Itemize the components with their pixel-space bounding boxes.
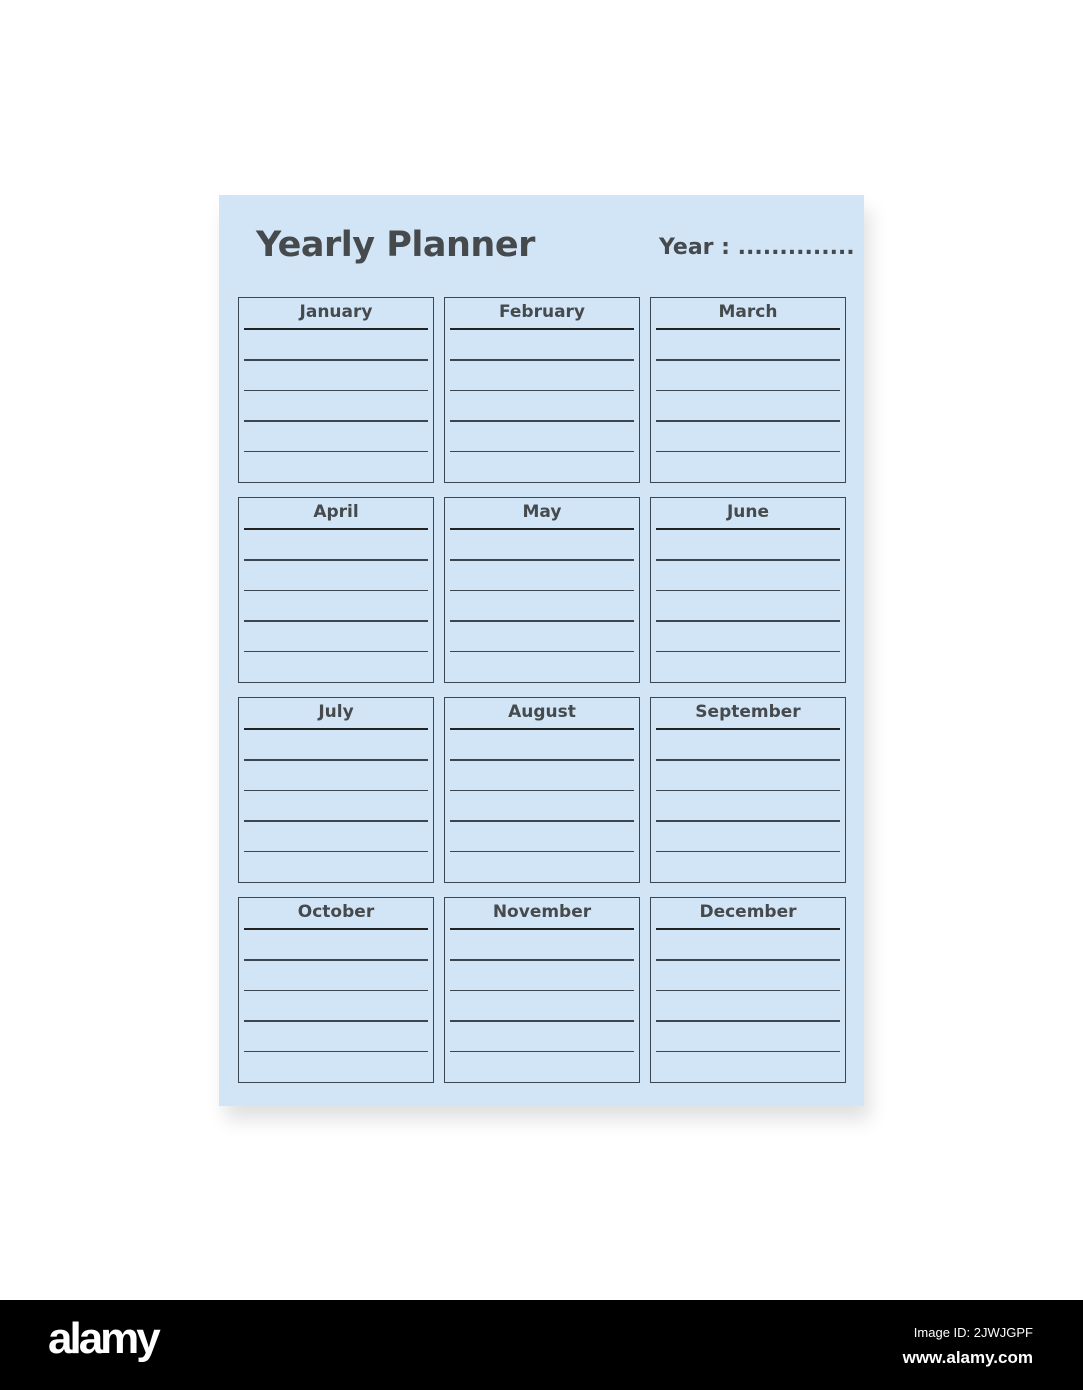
writing-line[interactable]: [450, 390, 634, 392]
month-header-rule: [656, 328, 840, 330]
month-label: August: [508, 702, 576, 722]
month-box-december: [650, 897, 846, 1083]
month-label: January: [299, 302, 373, 322]
footer-bar: [0, 1300, 1083, 1390]
month-box-january: [238, 297, 434, 483]
writing-line[interactable]: [656, 451, 840, 453]
month-box-october: [238, 897, 434, 1083]
month-box-july: [238, 697, 434, 883]
writing-line[interactable]: [244, 359, 428, 361]
month-box-september: [650, 697, 846, 883]
month-box-may: [444, 497, 640, 683]
writing-line[interactable]: [244, 651, 428, 653]
month-box-march: [650, 297, 846, 483]
month-label: October: [297, 902, 375, 922]
month-box-august: [444, 697, 640, 883]
alamy-logo: alamy: [48, 1314, 158, 1363]
month-box-june: [650, 497, 846, 683]
page-title: Yearly Planner: [256, 225, 535, 265]
month-header-rule: [244, 528, 428, 530]
writing-line[interactable]: [450, 359, 634, 361]
writing-line[interactable]: [450, 851, 634, 853]
writing-line[interactable]: [450, 451, 634, 453]
writing-line[interactable]: [244, 420, 428, 422]
writing-line[interactable]: [450, 1051, 634, 1053]
month-label: February: [498, 302, 586, 322]
month-box-february: [444, 297, 640, 483]
writing-line[interactable]: [450, 759, 634, 761]
writing-line[interactable]: [450, 590, 634, 592]
writing-line[interactable]: [450, 820, 634, 822]
month-header-rule: [450, 528, 634, 530]
writing-line[interactable]: [656, 590, 840, 592]
writing-line[interactable]: [244, 790, 428, 792]
writing-line[interactable]: [656, 651, 840, 653]
image-id: Image ID: 2JWJGPF: [913, 1325, 1033, 1340]
month-header-rule: [450, 928, 634, 930]
writing-line[interactable]: [450, 990, 634, 992]
writing-line[interactable]: [244, 590, 428, 592]
site-url: www.alamy.com: [902, 1348, 1033, 1367]
year-field[interactable]: Year : ..............: [659, 235, 855, 260]
writing-line[interactable]: [244, 559, 428, 561]
month-header-rule: [244, 728, 428, 730]
writing-line[interactable]: [244, 959, 428, 961]
month-box-april: [238, 497, 434, 683]
month-label: June: [726, 502, 770, 522]
writing-line[interactable]: [656, 390, 840, 392]
month-label: July: [318, 702, 354, 722]
writing-line[interactable]: [450, 420, 634, 422]
writing-line[interactable]: [450, 1020, 634, 1022]
writing-line[interactable]: [244, 620, 428, 622]
writing-line[interactable]: [656, 759, 840, 761]
writing-line[interactable]: [450, 620, 634, 622]
writing-line[interactable]: [656, 420, 840, 422]
writing-line[interactable]: [656, 359, 840, 361]
writing-line[interactable]: [450, 790, 634, 792]
writing-line[interactable]: [244, 1051, 428, 1053]
month-header-rule: [656, 728, 840, 730]
month-label: April: [313, 502, 359, 522]
month-label: December: [699, 902, 797, 922]
month-header-rule: [656, 928, 840, 930]
writing-line[interactable]: [244, 1020, 428, 1022]
month-header-rule: [450, 328, 634, 330]
writing-line[interactable]: [244, 820, 428, 822]
writing-line[interactable]: [450, 959, 634, 961]
month-box-november: [444, 897, 640, 1083]
writing-line[interactable]: [450, 651, 634, 653]
writing-line[interactable]: [656, 1020, 840, 1022]
writing-line[interactable]: [244, 990, 428, 992]
writing-line[interactable]: [244, 851, 428, 853]
month-header-rule: [244, 928, 428, 930]
writing-line[interactable]: [656, 959, 840, 961]
planner-page: [219, 195, 864, 1106]
month-label: March: [718, 302, 778, 322]
writing-line[interactable]: [656, 851, 840, 853]
writing-line[interactable]: [244, 390, 428, 392]
month-label: May: [522, 502, 562, 522]
month-header-rule: [244, 328, 428, 330]
writing-line[interactable]: [656, 820, 840, 822]
month-header-rule: [450, 728, 634, 730]
writing-line[interactable]: [656, 790, 840, 792]
month-label: September: [695, 702, 801, 722]
writing-line[interactable]: [656, 990, 840, 992]
writing-line[interactable]: [450, 559, 634, 561]
writing-line[interactable]: [656, 559, 840, 561]
writing-line[interactable]: [244, 451, 428, 453]
month-label: November: [492, 902, 592, 922]
month-header-rule: [656, 528, 840, 530]
writing-line[interactable]: [656, 620, 840, 622]
writing-line[interactable]: [656, 1051, 840, 1053]
writing-line[interactable]: [244, 759, 428, 761]
